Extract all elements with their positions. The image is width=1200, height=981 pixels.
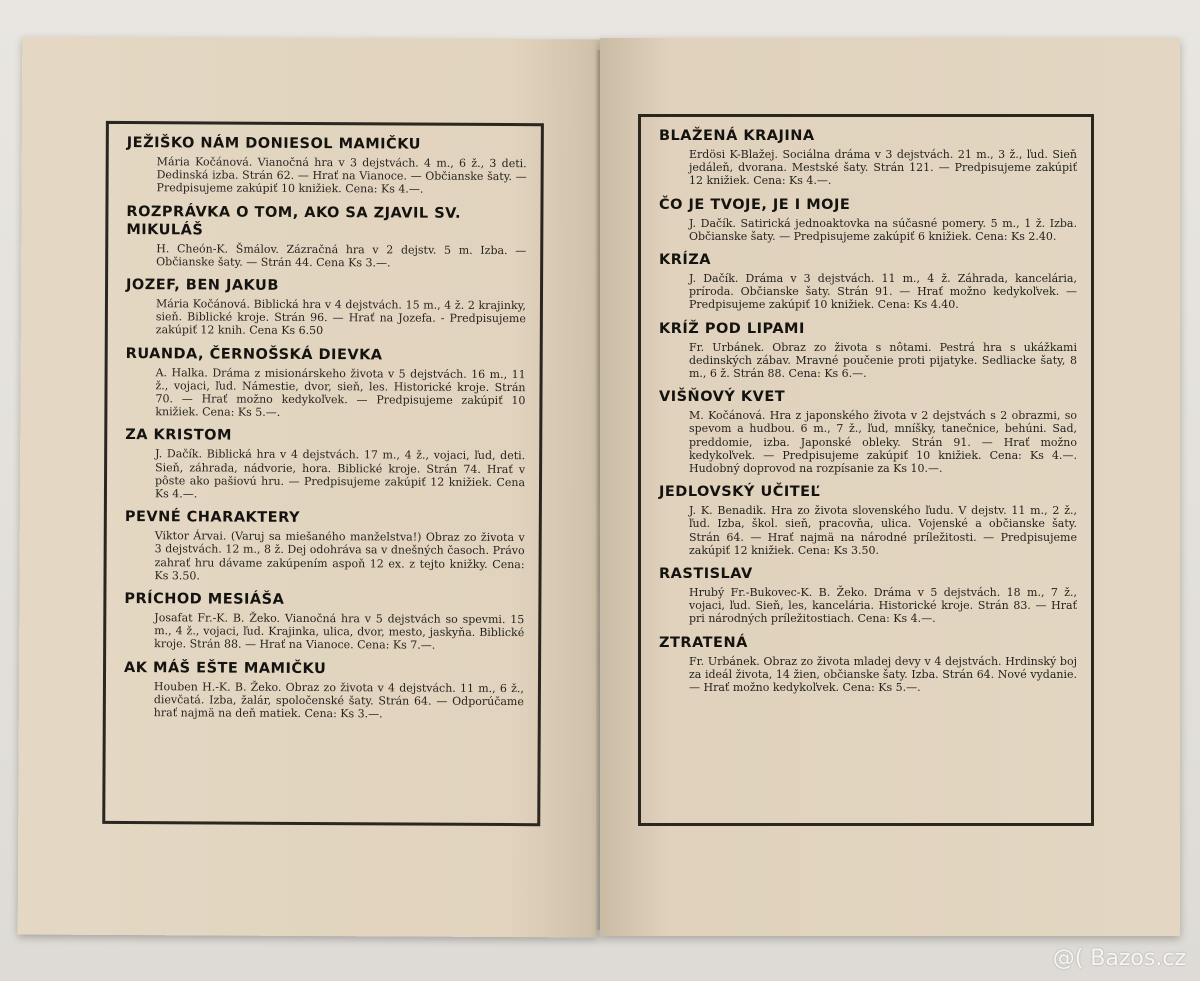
entry-description: M. Kočánová. Hra z japonského života v 2 dejstvách s 2 obrazmi, so spevom a hudbou. 6 m., 7 ž., ľud, mníšky, tanečnice, behúni. Sad, preddomie, izba. Japonské obleky. Strán 91. — Hrať možno kedykoľvek. — Predpisujeme zakúpiť 10 knižiek. Cena: Ks 4.—. Hudobný doprovod na rozpísanie za Ks 10.—. <box>689 409 1077 476</box>
entry-description: Josafat Fr.-K. B. Žeko. Vianočná hra v 5 dejstvách so spevmi. 15 m., 4 ž., vojaci, ľud. Krajinka, ulica, dvor, mesto, jaskyňa. Biblické kroje. Strán 88. — Hrať na Vianoce. Cena: Ks 7.—. <box>154 611 525 653</box>
catalog-entry <box>659 388 1077 475</box>
entry-title: JEŽIŠKO NÁM DONIESOL MAMIČKU <box>126 135 422 153</box>
entry-description: Erdösi K-Blažej. Sociálna dráma v 3 dejstvách. 21 m., 3 ž., ľud. Sieň jedáleň, dvorana. Mestské šaty. Strán 121. — Predpisujeme zakúpiť 12 knižiek. Cena: Ks 4.—. <box>689 148 1077 188</box>
catalog-entry <box>124 590 524 653</box>
watermark-text: @( Bazos.cz <box>1052 946 1186 971</box>
right-catalog-frame <box>638 114 1094 826</box>
entry-title: ROZPRÁVKA O TOM, AKO SA ZJAVIL SV. MIKULÁŠ <box>126 203 462 239</box>
entry-description: J. Dačík. Satirická jednoaktovka na súčasné pomery. 5 m., 1 ž. Izba. Občianske šaty. — Predpisujeme zakúpiť 6 knižiek. Cena: Ks 2.40. <box>689 216 1077 243</box>
entry-title: ZTRATENÁ <box>659 634 748 651</box>
entry-description: Fr. Urbánek. Obraz zo života s nôtami. Pestrá hra s ukážkami dedinských zábav. Mravné poučenie proti pijatyke. Sedliacke šaty, 8 m., 6 ž. Strán 88. Cena: Ks 6.—. <box>689 340 1077 381</box>
entry-description: A. Halka. Dráma z misionárskeho života v 5 dejstvách. 16 m., 11 ž., vojaci, ľud. Námestie, dvor, sieň, les. Historické kroje. Strán 70. — Hrať možno kedykoľvek. — Predpisujeme zakúpiť 10 knižiek. Cena: Ks 5.—. <box>155 365 526 420</box>
entry-description: Mária Kočánová. Biblická hra v 4 dejstvách. 15 m., 4 ž. 2 krajinky, sieň. Biblické kroje. Strán 96. — Hrať na Jozefa. - Predpisujeme zakúpiť 12 knih. Cena Ks 6.50 <box>155 297 526 338</box>
entry-description: Fr. Urbánek. Obraz zo života mladej devy v 4 dejstvách. Hrdinský boj za ideál života, 14 žien, občianske šaty. Izba. Strán 64. Nové vydanie. — Hrať možno kedykoľvek. Cena: Ks 5.—. <box>689 654 1077 695</box>
catalog-entry <box>659 251 1077 312</box>
entry-description: H. Cheón-K. Šmálov. Zázračná hra v 2 dejstv. 5 m. Izba. — Občianske šaty. — Strán 44. Cena Ks 3.—. <box>156 241 527 270</box>
entry-title: ZA KRISTOM <box>125 427 232 445</box>
entry-description: J. Dačík. Dráma v 3 dejstvách. 11 m., 4 ž. Záhrada, kancelária, príroda. Občianske šaty. Strán 91. — Hrať možno kedykoľvek. — Predpisujeme zakúpiť 10 knižiek. Cena: Ks 4.40. <box>689 272 1077 312</box>
entry-title: PRÍCHOD MESIÁŠA <box>124 591 285 608</box>
entry-title: VIŠŇOVÝ KVET <box>659 389 786 406</box>
catalog-entry <box>127 134 527 197</box>
entry-title: KRÍZA <box>659 252 712 269</box>
entry-title: PEVNÉ CHARAKTERY <box>124 509 301 527</box>
entry-description: Hrubý Fr.-Bukovec-K. B. Žeko. Dráma v 5 dejstvách. 18 m., 7 ž., vojaci, ľud. Sieň, les, kancelária. Historické kroje. Strán 83. — Hrať pri národných príležitostiach. Cena: Ks 4.—. <box>689 586 1077 626</box>
entry-title: KRÍŽ POD LIPAMI <box>659 320 805 337</box>
entry-title: ČO JE TVOJE, JE I MOJE <box>659 196 851 213</box>
entry-title: RASTISLAV <box>659 566 753 583</box>
entry-description: J. Dačík. Biblická hra v 4 dejstvách. 17 m., 4 ž., vojaci, ľud, deti. Sieň, záhrada, nádvorie, hora. Biblické kroje. Strán 74. Hrať v pôste ako pašiovú hru. — Predpisujeme zakúpiť 12 knižiek. Cena Ks 4.—. <box>154 447 526 501</box>
right-page <box>600 38 1180 936</box>
entry-description: Houben H.-K. B. Žeko. Obraz zo života v 4 dejstvách. 11 m., 6 ž., dievčatá. Izba, žalár, spoločenské šaty. Strán 64. — Odporúčame hrať najmä na deň matiek. Cena: Ks 3.—. <box>153 679 524 721</box>
entry-description: Mária Kočánová. Vianočná hra v 3 dejstvách. 4 m., 6 ž., 3 deti. Dedinská izba. Strán 62. — Hrať na Vianoce. — Občianske šaty. — Predpisujeme zakúpiť 10 knižiek. Cena: Ks 4.—. <box>156 155 527 196</box>
entry-title: AK MÁŠ EŠTE MAMIČKU <box>124 659 327 677</box>
catalog-entry <box>126 276 526 339</box>
entry-title: JOZEF, BEN JAKUB <box>126 277 279 294</box>
catalog-entry <box>659 127 1077 188</box>
entry-title: BLAŽENÁ KRAJINA <box>659 128 815 144</box>
left-page <box>18 36 603 937</box>
catalog-entry <box>125 426 525 502</box>
entry-title: RUANDA, ČERNOŠSKÁ DIEVKA <box>125 345 383 364</box>
catalog-entry <box>659 320 1077 381</box>
entry-description: J. K. Benadik. Hra zo života slovenského ľudu. V dejstv. 11 m., 2 ž., ľud. Izba, škol. sieň, pracovňa, ulica. Vojenské a občianske šaty. Strán 64. — Hrať najmä na národné príležitosti. — Predpisujeme zakúpiť 12 knižiek. Cena: Ks 3.50. <box>689 504 1077 557</box>
catalog-entry <box>659 634 1077 695</box>
catalog-entry <box>659 196 1077 243</box>
left-catalog-frame <box>102 121 544 826</box>
catalog-entry <box>125 345 525 421</box>
entry-description: Viktor Árvai. (Varuj sa miešaného manželstva!) Obraz zo života v 3 dejstvách. 12 m., 8 ž. Dej odohráva sa v dnešných časoch. Právo zahrať hru dávame zakúpením aspoň 12 ex. z tejto knižky. Cena: Ks 3.50. <box>154 529 525 583</box>
catalog-entry <box>659 483 1077 557</box>
catalog-entry <box>126 203 526 270</box>
catalog-entry <box>124 659 524 722</box>
catalog-entry <box>124 508 524 584</box>
catalog-entry <box>659 565 1077 626</box>
entry-title: JEDLOVSKÝ UČITEĽ <box>659 484 821 501</box>
